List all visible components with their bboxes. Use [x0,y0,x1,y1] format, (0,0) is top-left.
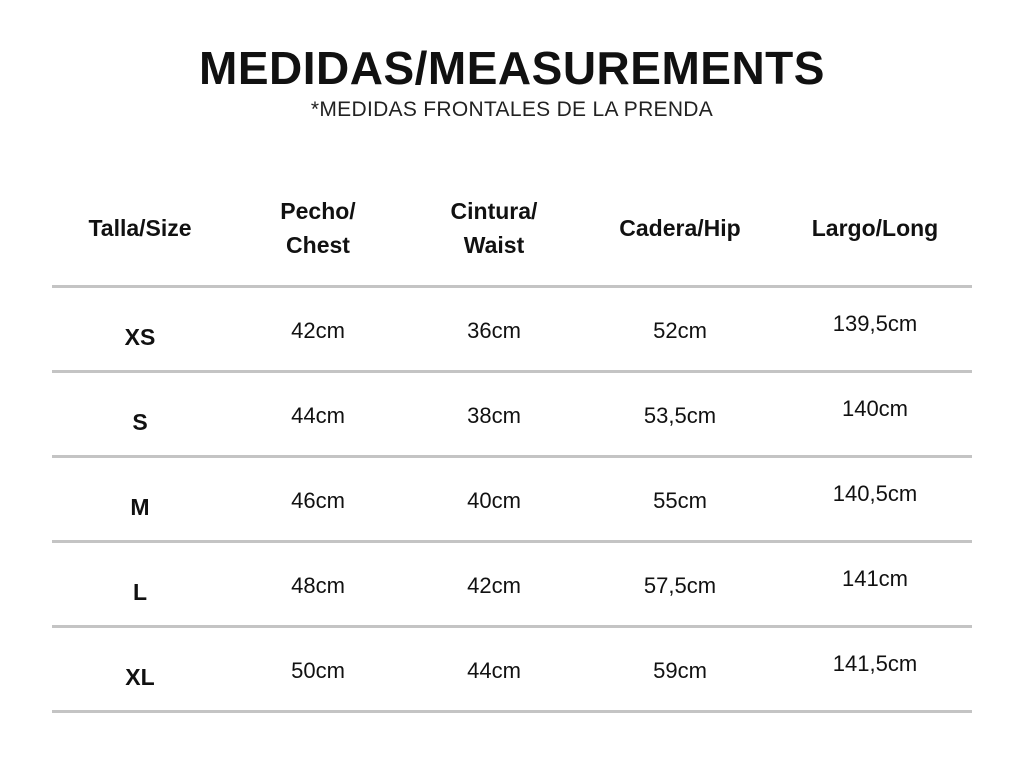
cell-size: XS [124,324,156,350]
header-chest: Pecho/ Chest [280,198,356,258]
cell-chest: 42cm [291,317,345,343]
table-divider [52,710,972,713]
cell-waist: 40cm [467,487,521,513]
cell-chest: 50cm [291,657,345,683]
header-size: Talla/Size [88,215,192,241]
page-title: MEDIDAS/MEASUREMENTS [199,42,825,94]
cell-long: 139,5cm [832,310,918,336]
cell-chest: 44cm [291,402,345,428]
header-waist: Cintura/ Waist [450,198,538,258]
header-long: Largo/Long [811,215,939,241]
cell-hip: 57,5cm [643,572,717,598]
cell-size: L [132,579,148,605]
cell-size: XL [125,664,155,690]
cell-hip: 59cm [653,657,707,683]
cell-chest: 46cm [291,487,345,513]
cell-long: 141cm [841,565,909,591]
cell-waist: 42cm [467,572,521,598]
cell-hip: 53,5cm [643,402,717,428]
cell-long: 140,5cm [832,480,918,506]
cell-size: S [132,409,148,435]
cell-size: M [130,494,150,520]
cell-waist: 38cm [467,402,521,428]
cell-long: 140cm [841,395,909,421]
cell-hip: 55cm [653,487,707,513]
cell-waist: 36cm [467,317,521,343]
page-subtitle: *MEDIDAS FRONTALES DE LA PRENDA [310,98,714,121]
header-hip: Cadera/Hip [619,215,741,241]
cell-waist: 44cm [467,657,521,683]
cell-long: 141,5cm [832,650,918,676]
cell-hip: 52cm [653,317,707,343]
cell-chest: 48cm [291,572,345,598]
